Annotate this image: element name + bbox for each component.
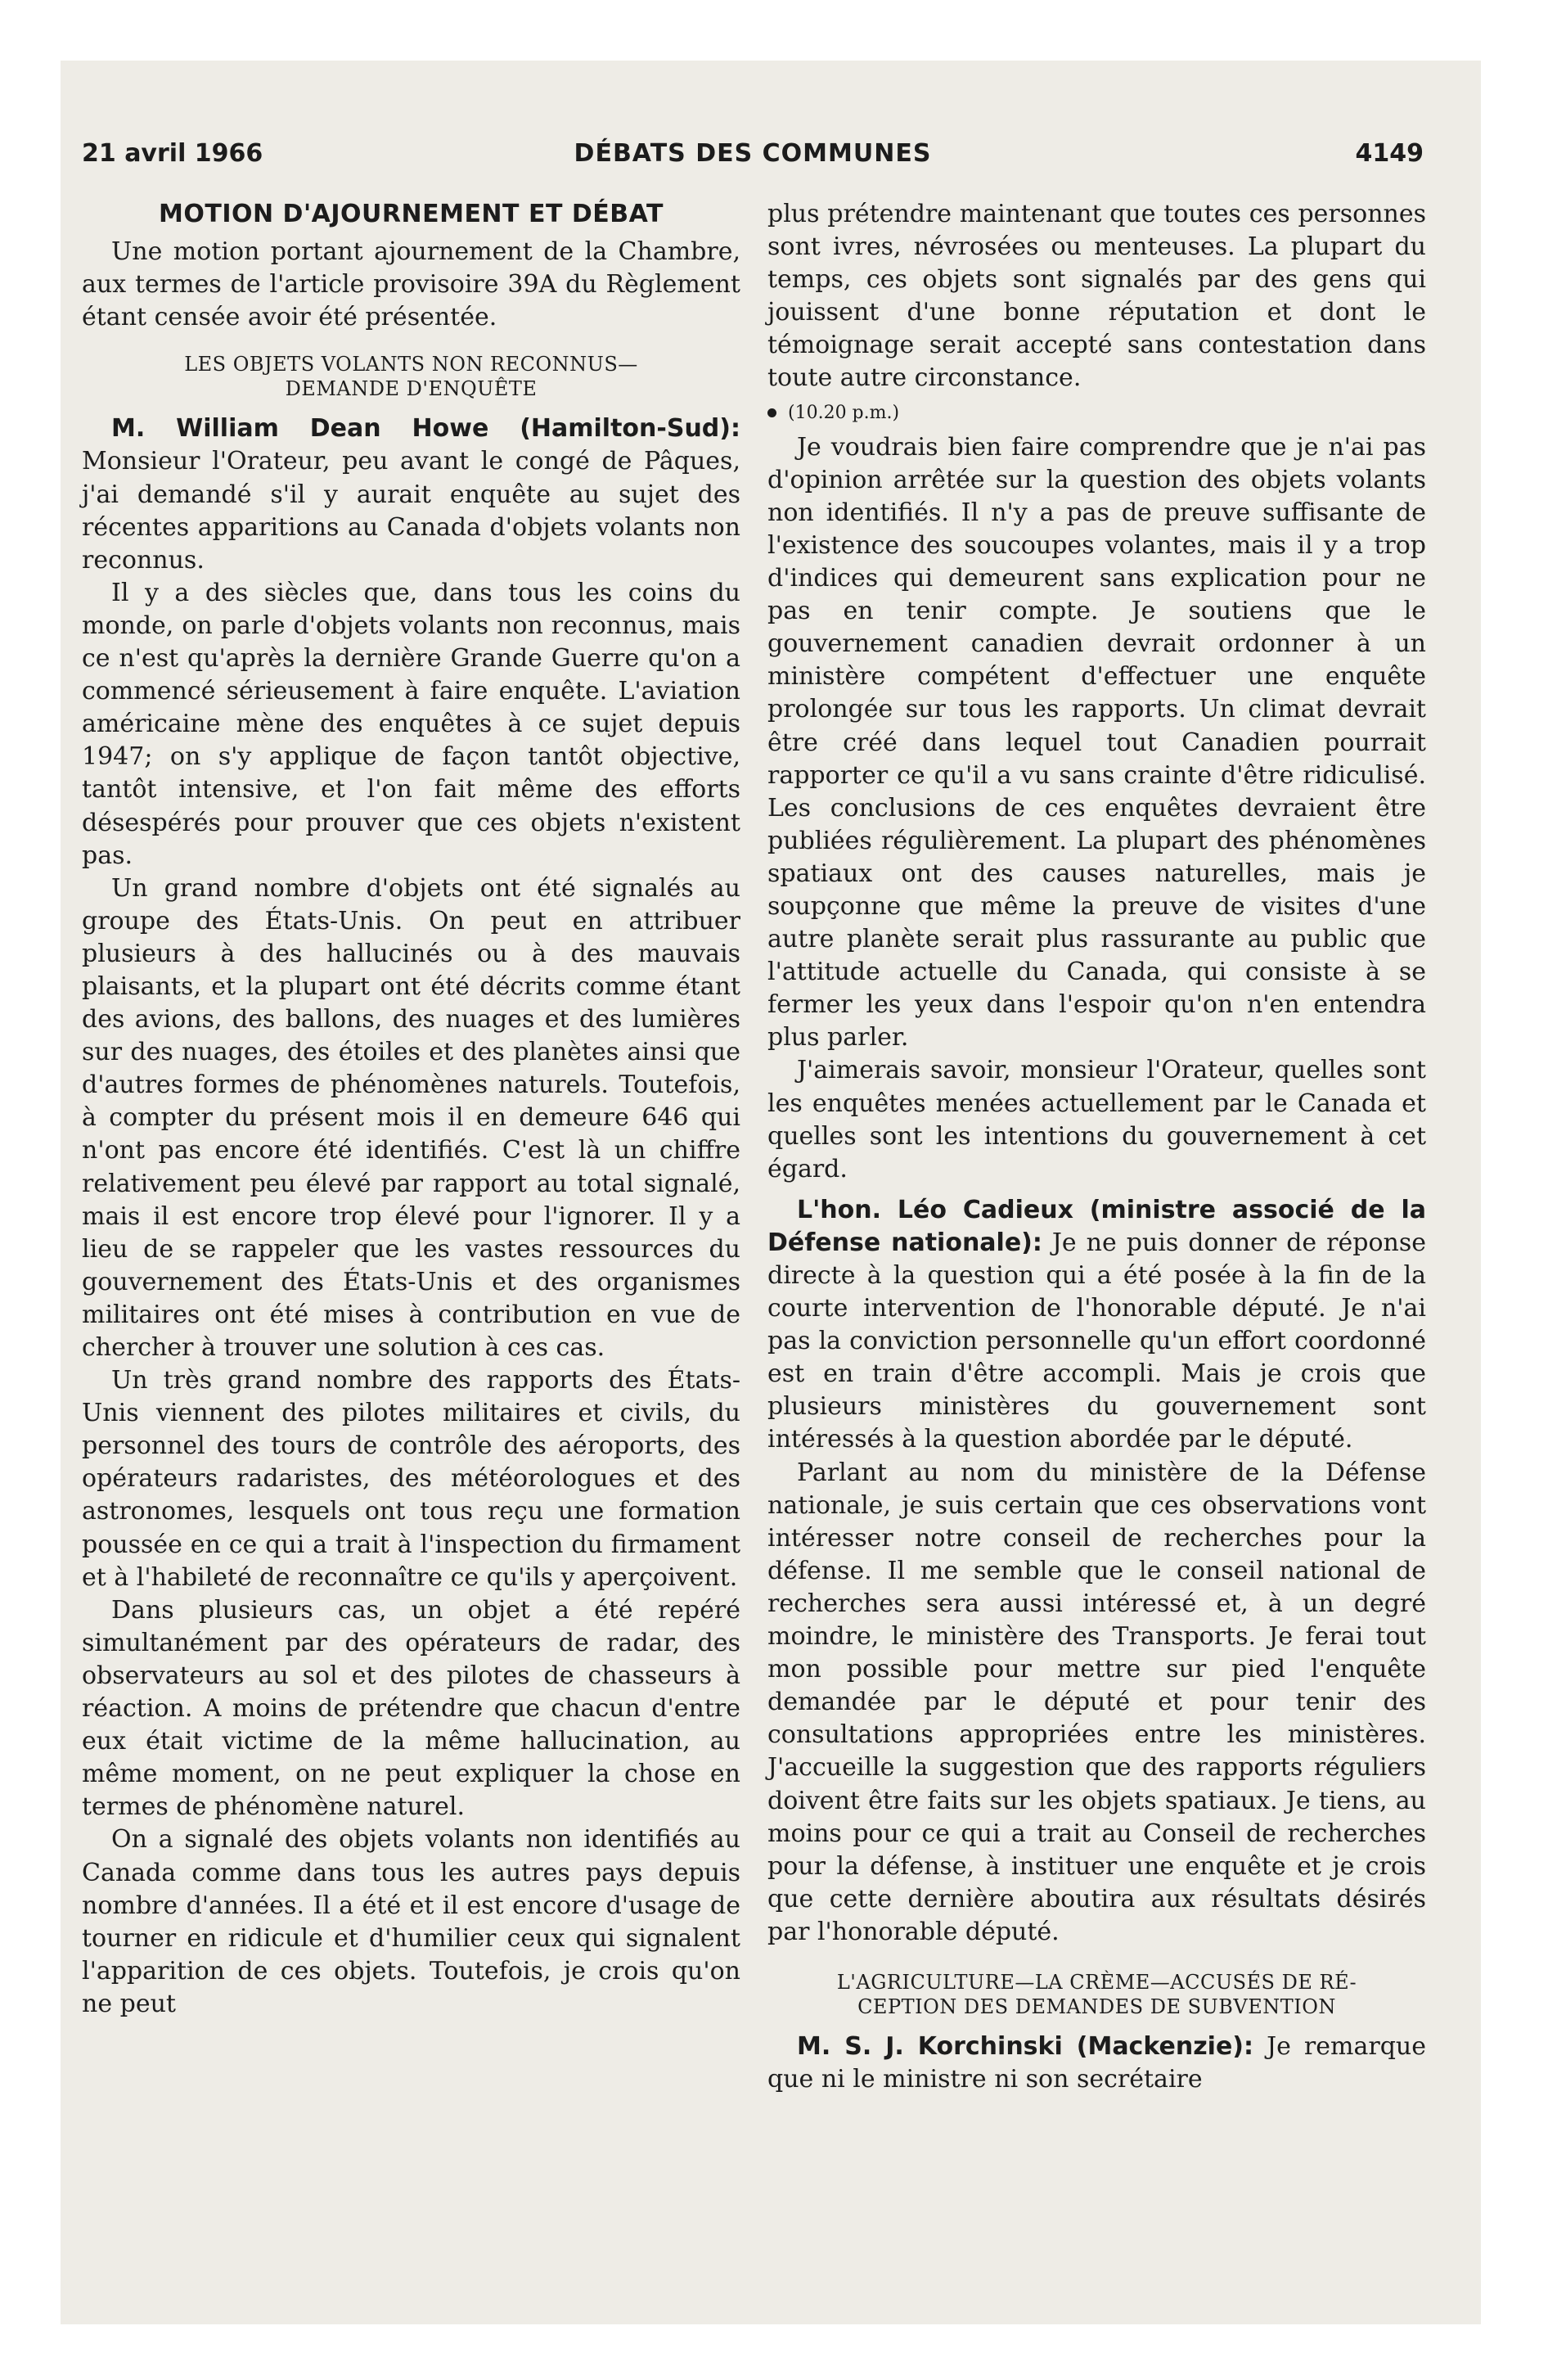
cadieux-paragraph-2: Parlant au nom du ministère de la Défense nationale, je suis certain que ces observations vont intéresser notre conseil de recherches pour la défense. Il me semble que le conseil national de recherches sera aussi intéressé et, à un degré moindre, le ministère des Transports. Je ferai tout mon possible pour mettre sur pied l'enquête demandée par le député et pour tenir des consultations appropriées entre les ministères. J'accueille la suggestion que des rapports réguliers doivent être faits sur les objets spatiaux. Je tiens, au moins pour ce qui a trait au Conseil de recherches pour la défense, à instituer une enquête et je crois que cette dernière aboutira aux résultats désirés par l'honorable député. — [767, 1458, 1426, 1946]
subheading-agriculture-line1: L'AGRICULTURE—LA CRÈME—ACCUSÉS DE RÉ- — [836, 1970, 1357, 1994]
howe-paragraph-7: Je voudrais bien faire comprendre que je n'ai pas d'opinion arrêtée sur la question des objets volants non identifiés. Il n'y a pas de preuve suffisante de l'existence des soucoupes volantes, mais il y a trop d'indices qui demeurent sans explication pour ne pas en tenir compte. Je soutiens que le gouvernement canadien devrait ordonner à un ministère compétent d'effectuer une enquête prolongée sur tous les rapports. Un climat devrait être créé dans lequel tout Canadien pourrait rapporter ce qu'il a vu sans crainte d'être ridiculisé. Les conclusions de ces enquêtes devraient être publiées régulièrement. La plupart des phénomènes spatiaux ont des causes naturelles, mais je soupçonne que même la preuve de visites d'une autre planète serait plus rassurante au public que l'attitude actuelle du Canada, qui consiste à se fermer les yeux dans l'espoir qu'on n'en entendra plus parler. — [767, 432, 1426, 1053]
speaker-cadieux: L'hon. Léo Cadieux (ministre associé de la Défense nationale): — [767, 1195, 1426, 1257]
bullet-icon — [767, 408, 776, 417]
timestamp: (10.20 p.m.) — [788, 402, 900, 423]
page-header — [82, 131, 1424, 180]
speaker-korchinski: M. S. J. Korchinski (Mackenzie): — [797, 2031, 1253, 2061]
howe-paragraph-1-text: Monsieur l'Orateur, peu avant le congé de Pâques, j'ai demandé s'il y aurait enquête au sujet des récentes apparitions au Canada d'objets volants non reconnus. — [82, 447, 740, 575]
howe-paragraph-6: On a signalé des objets volants non identifiés au Canada comme dans tous les autres pays depuis nombre d'années. Il a été et il est encore d'usage de tourner en ridicule et d'humilier ceux qui signalent l'apparition de ces objets. Toutefois, je crois qu'on ne peut — [82, 1825, 740, 2018]
motion-paragraph: Une motion portant ajournement de la Chambre, aux termes de l'article provisoire 39A du Règlement étant censée avoir été présentée. — [82, 237, 740, 332]
howe-paragraph-5: Dans plusieurs cas, un objet a été repéré simultanément par des opérateurs de radar, des observateurs au sol et des pilotes de chasseurs à réaction. A moins de prétendre que chacun d'entre eux était victime de la même hallucination, au même moment, on ne peut expliquer la chose en termes de phénomène naturel. — [82, 1595, 740, 1822]
korchinski-paragraph-1-text: Je remarque que ni le ministre ni son secrétaire — [767, 2031, 1426, 2094]
korchinski-paragraph-1 — [767, 2031, 1426, 2096]
header-title: DÉBATS DES COMMUNES — [574, 139, 932, 168]
subheading-ufo-line2: DEMANDE D'ENQUÊTE — [285, 377, 538, 401]
howe-paragraph-3: Un grand nombre d'objets ont été signalés au groupe des États-Unis. On peut en attribuer plusieurs à des hallucinés ou à des mauvais plaisants, et la plupart ont été décrits comme étant des avions, des ballons, des nuages et des lumières sur des nuages, des étoiles et des planètes ainsi que d'autres formes de phénomènes naturels. Toutefois, à compter du présent mois il en demeure 646 qui n'ont pas encore été identifiés. C'est là un chiffre relativement peu élevé par rapport au total signalé, mais il est encore trop élevé pour l'ignorer. Il y a lieu de se rappeler que les vastes ressources du gouvernement des États-Unis et des organismes militaires ont été mises à contribution en vue de chercher à trouver une solution à ces cas. — [82, 873, 740, 1362]
howe-paragraph-4: Un très grand nombre des rapports des États-Unis viennent des pilotes militaires et civils, du personnel des tours de contrôle des aéroports, des opérateurs radaristes, des météorologues et des astronomes, lesquels ont tous reçu une formation poussée en ce qui a trait à l'inspection du firmament et à l'habileté de reconnaître ce qu'ils y aperçoivent. — [82, 1366, 740, 1592]
howe-paragraph-8: J'aimerais savoir, monsieur l'Orateur, quelles sont les enquêtes menées actuellement par le Canada et quelles sont les intentions du gouvernement à cet égard. — [767, 1056, 1426, 1183]
header-date: 21 avril 1966 — [82, 139, 263, 168]
left-column — [82, 198, 740, 2021]
howe-paragraph-1 — [82, 412, 740, 576]
howe-paragraph-6-continued: plus prétendre maintenant que toutes ces personnes sont ivres, névrosées ou menteuses. La plupart du temps, ces objets sont signalés par des gens qui jouissent d'une bonne réputation et dont le témoignage serait accepté sans contestation dans toute autre circonstance. — [767, 200, 1426, 393]
howe-paragraph-2: Il y a des siècles que, dans tous les coins du monde, on parle d'objets volants non reconnus, mais ce n'est qu'après la dernière Grande Guerre qu'on a commencé sérieusement à faire enquête. L'aviation américaine mène des enquêtes à ce sujet depuis 1947; on s'y applique de façon tantôt objective, tantôt intensive, et l'on fait même des efforts désespérés pour prouver que ces objets n'existent pas. — [82, 578, 740, 870]
subheading-ufo-line1: LES OBJETS VOLANTS NON RECONNUS— — [184, 353, 638, 376]
right-column — [767, 198, 1426, 2096]
header-page-number: 4149 — [1355, 139, 1424, 168]
subheading-agriculture — [767, 1970, 1426, 2019]
cadieux-paragraph-1 — [767, 1194, 1426, 1457]
hansard-page — [82, 131, 1424, 2259]
timestamp-line — [767, 397, 1426, 430]
cadieux-paragraph-1-text: Je ne puis donner de réponse directe à la question qui a été posée à la fin de la courte intervention de l'honorable député. Je n'ai pas la conviction personnelle qu'un effort coordonné est en train d'être accompli. Mais je crois que plusieurs ministères du gouvernement sont intéressés à la question abordée par le député. — [767, 1228, 1426, 1454]
subheading-ufo — [82, 352, 740, 401]
subheading-agriculture-line2: CEPTION DES DEMANDES DE SUBVENTION — [857, 1995, 1336, 2018]
heading-motion: MOTION D'AJOURNEMENT ET DÉBAT — [159, 200, 664, 228]
speaker-howe: M. William Dean Howe (Hamilton-Sud): — [111, 414, 740, 444]
